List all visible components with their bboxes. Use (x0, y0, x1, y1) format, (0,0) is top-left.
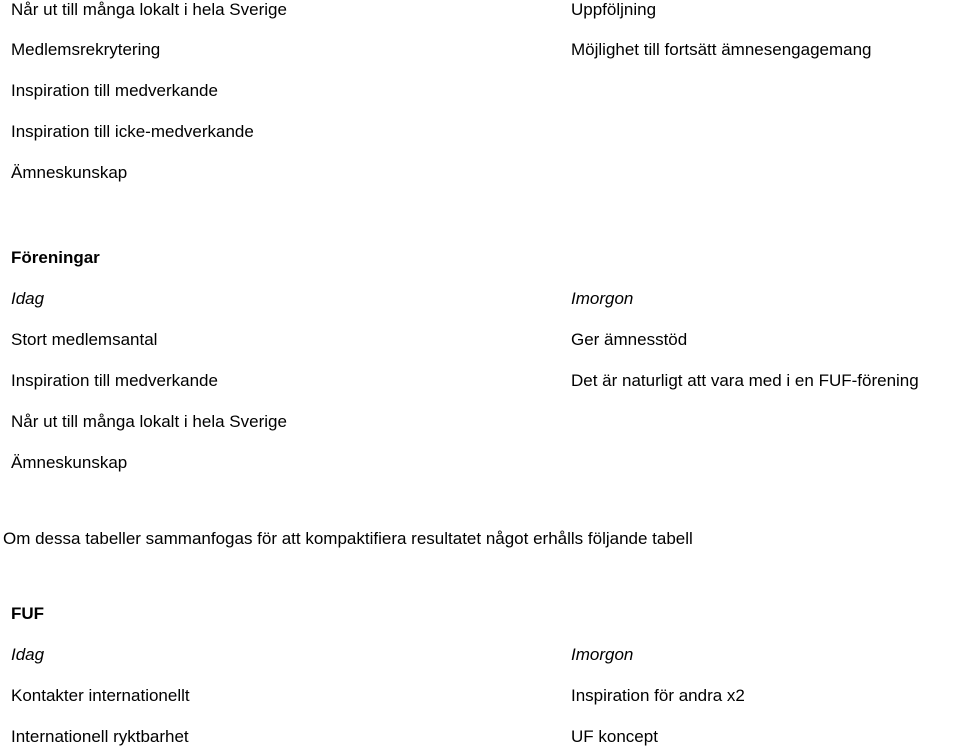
top-left-item-3: Inspiration till medverkande (11, 81, 218, 100)
top-left-item-2: Medlemsrekrytering (11, 40, 161, 59)
fuf-title: FUF (11, 604, 45, 623)
top-left-item-4: Inspiration till icke-medverkande (11, 122, 254, 141)
foreningar-title: Föreningar (11, 248, 100, 267)
top-right-item-2: Möjlighet till fortsätt ämnesengagemang (571, 40, 872, 59)
foreningar-idag-item-4: Ämneskunskap (11, 453, 128, 472)
fuf-imorgon-header: Imorgon (571, 645, 634, 664)
top-left-item-5: Ämneskunskap (11, 163, 128, 182)
top-right-item-1: Uppföljning (571, 0, 657, 19)
foreningar-idag-header: Idag (11, 289, 45, 308)
fuf-idag-item-1: Kontakter internationellt (11, 686, 190, 705)
foreningar-idag-item-3: Når ut till många lokalt i hela Sverige (11, 412, 287, 431)
foreningar-imorgon-item-1: Ger ämnesstöd (571, 330, 688, 349)
fuf-idag-header: Idag (11, 645, 45, 664)
top-left-item-1: Når ut till många lokalt i hela Sverige (11, 0, 287, 19)
fuf-idag-item-2: Internationell ryktbarhet (11, 727, 189, 746)
fuf-imorgon-item-2: UF koncept (571, 727, 658, 746)
foreningar-idag-item-1: Stort medlemsantal (11, 330, 158, 349)
fuf-imorgon-item-1: Inspiration för andra x2 (571, 686, 745, 705)
summary-paragraph: Om dessa tabeller sammanfogas för att kompaktifiera resultatet något erhålls följande tabell (3, 529, 693, 548)
foreningar-imorgon-item-2: Det är naturligt att vara med i en FUF-förening (571, 371, 919, 390)
foreningar-idag-item-2: Inspiration till medverkande (11, 371, 218, 390)
foreningar-imorgon-header: Imorgon (571, 289, 634, 308)
